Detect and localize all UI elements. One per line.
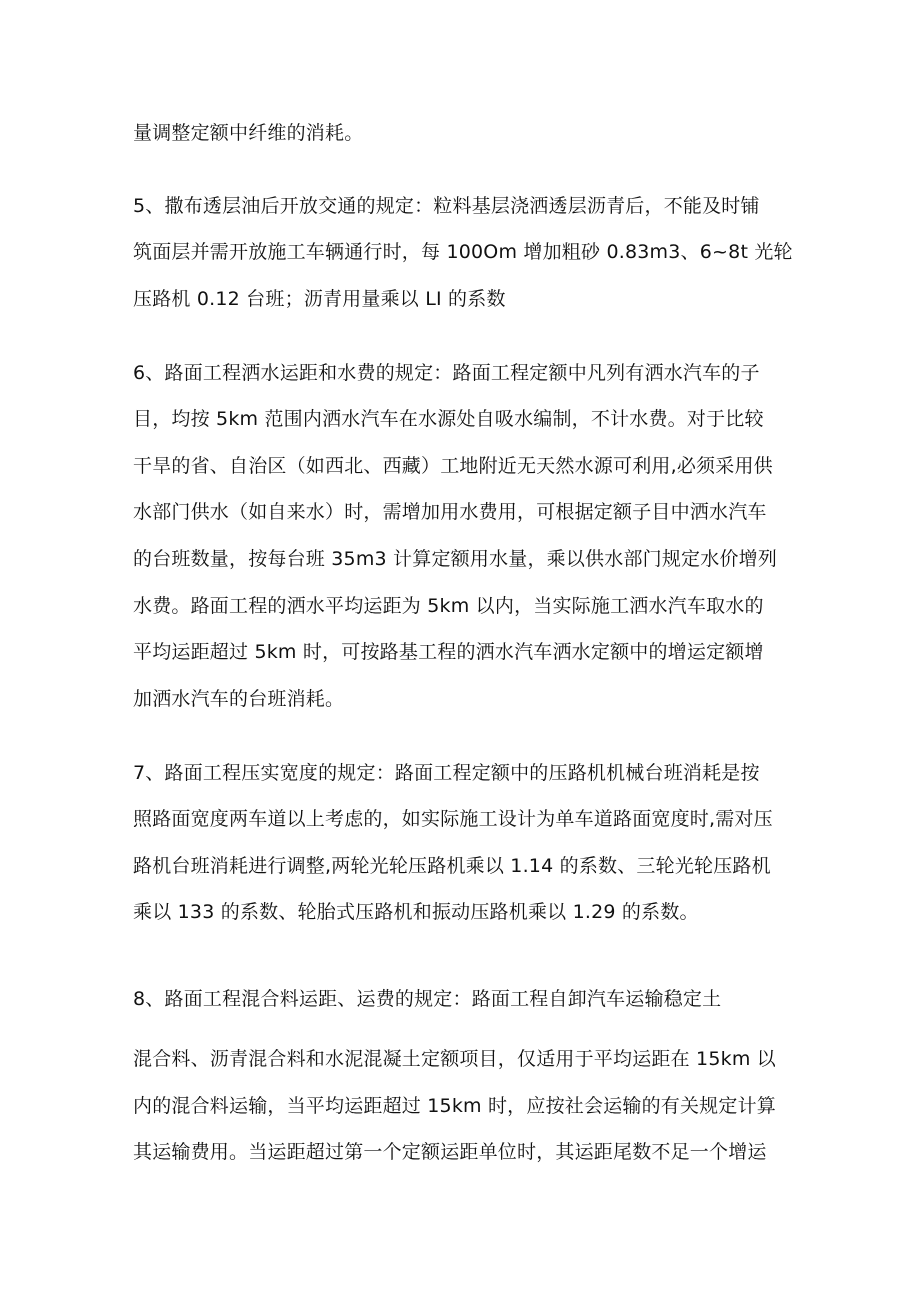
item-6-line-5: 的台班数量，按每台班 35m3 计算定额用水量，乘以供水部门规定水价增列 xyxy=(133,548,778,570)
item-5-line-2: 筑面层并需开放施工车辆通行时，每 100Om 增加粗砂 0.83m3、6~8t 光轮 xyxy=(133,241,793,263)
item-6-line-3: 干旱的省、自治区（如西北、西藏）工地附近无天然水源可利用,必须采用供 xyxy=(133,455,773,477)
item-6-line-1: 6、路面工程洒水运距和水费的规定：路面工程定额中凡列有洒水汽车的子 xyxy=(133,362,760,384)
item-7-line-2: 照路面宽度两车道以上考虑的，如实际施工设计为单车道路面宽度时,需对压 xyxy=(133,808,773,830)
item-8-line-1: 混合料、沥青混合料和水泥混凝土定额项目，仅适用于平均运距在 15km 以 xyxy=(133,1048,776,1070)
item-8-line-2: 内的混合料运输，当平均运距超过 15km 时，应按社会运输的有关规定计算 xyxy=(133,1095,776,1117)
item-6-line-2: 目，均按 5km 范围内洒水汽车在水源处自吸水编制，不计水费。对于比较 xyxy=(133,408,764,430)
item-6-line-4: 水部门供水（如自来水）时，需增加用水费用，可根据定额子目中洒水汽车 xyxy=(133,501,767,523)
item-6-line-8: 加洒水汽车的台班消耗。 xyxy=(133,688,345,710)
item-7-line-1: 7、路面工程压实宽度的规定：路面工程定额中的压路机机械台班消耗是按 xyxy=(133,762,760,784)
item-8-heading-line: 8、路面工程混合料运距、运费的规定：路面工程自卸汽车运输稳定土 xyxy=(133,988,722,1010)
item-8-line-3: 其运输费用。当运距超过第一个定额运距单位时，其运距尾数不足一个增运 xyxy=(133,1141,767,1163)
item-6-line-7: 平均运距超过 5km 时，可按路基工程的洒水汽车洒水定额中的增运定额增 xyxy=(133,641,764,663)
item-7-line-3: 路机台班消耗进行调整,两轮光轮压路机乘以 1.14 的系数、三轮光轮压路机 xyxy=(133,855,771,877)
item-5-line-3: 压路机 0.12 台班；沥青用量乘以 LI 的系数 xyxy=(133,288,506,310)
continuation-line: 量调整定额中纤维的消耗。 xyxy=(133,122,364,144)
item-5-line-1: 5、撒布透层油后开放交通的规定：粒料基层浇洒透层沥青后，不能及时铺 xyxy=(133,195,760,217)
item-6-line-6: 水费。路面工程的洒水平均运距为 5km 以内，当实际施工洒水汽车取水的 xyxy=(133,595,764,617)
item-7-line-4: 乘以 133 的系数、轮胎式压路机和振动压路机乘以 1.29 的系数。 xyxy=(133,901,699,923)
